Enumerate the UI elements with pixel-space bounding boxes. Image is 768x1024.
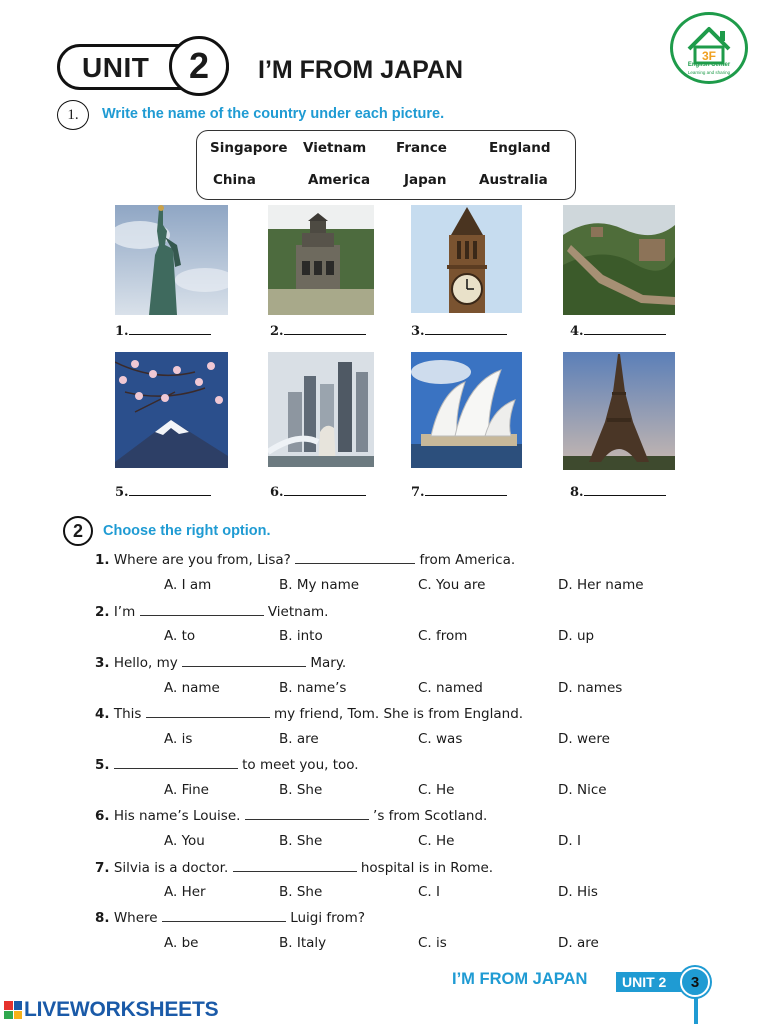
logo-line1: English Center xyxy=(687,62,731,68)
option[interactable]: C. You are xyxy=(418,577,486,593)
sydney-opera-house-photo xyxy=(411,352,522,468)
page-number: 3 xyxy=(680,967,710,997)
picture-7-label: 7. xyxy=(411,483,507,500)
option[interactable]: D. His xyxy=(558,884,598,900)
option[interactable]: D. Nice xyxy=(558,782,607,798)
page-title: I’M FROM JAPAN xyxy=(258,56,464,84)
option[interactable]: C. from xyxy=(418,628,468,644)
question-4: 4. This my friend, Tom. She is from England. xyxy=(95,706,524,722)
question-3: 3. Hello, my Mary. xyxy=(95,655,347,671)
logo-line2: Learning and sharing xyxy=(687,70,731,75)
answer-blank[interactable] xyxy=(233,859,357,872)
option[interactable]: D. up xyxy=(558,628,595,644)
option[interactable]: D. names xyxy=(558,680,623,696)
picture-1-label: 1. xyxy=(115,322,211,339)
question-6: 6. His name’s Louise. ’s from Scotland. xyxy=(95,808,488,824)
great-wall-photo xyxy=(563,205,675,315)
answer-blank[interactable] xyxy=(140,603,264,616)
answer-blank[interactable] xyxy=(295,551,415,564)
option[interactable]: D. were xyxy=(558,731,610,747)
question-2: 2. I’m Vietnam. xyxy=(95,604,329,620)
option[interactable]: A. name xyxy=(164,680,220,696)
option[interactable]: A. be xyxy=(164,935,199,951)
option[interactable]: A. to xyxy=(164,628,196,644)
option[interactable]: A. Her xyxy=(164,884,206,900)
question-8: 8. Where Luigi from? xyxy=(95,910,365,926)
question-7: 7. Silvia is a doctor. hospital is in Rome. xyxy=(95,860,494,876)
mount-fuji-photo xyxy=(115,352,228,468)
unit-word: UNIT xyxy=(82,52,150,83)
picture-5-label: 5. xyxy=(115,483,211,500)
logo-mark: 3F xyxy=(701,49,717,63)
word-bank-item: Vietnam xyxy=(303,140,367,156)
liveworksheets-logo-icon xyxy=(4,1001,22,1019)
question-5: 5. to meet you, too. xyxy=(95,757,359,773)
eiffel-tower-photo xyxy=(563,352,675,470)
liveworksheets-brand[interactable] xyxy=(4,998,218,1022)
section-1-number: 1. xyxy=(57,100,89,130)
option[interactable]: B. My name xyxy=(279,577,360,593)
option[interactable]: C. named xyxy=(418,680,483,696)
footer-divider xyxy=(694,997,698,1024)
option[interactable]: B. name’s xyxy=(279,680,347,696)
big-ben-photo xyxy=(411,205,522,313)
statue-of-liberty-photo xyxy=(115,205,228,315)
answer-blank[interactable] xyxy=(182,654,306,667)
option[interactable]: B. into xyxy=(279,628,323,644)
question-1: 1. Where are you from, Lisa? from America. xyxy=(95,552,516,568)
answer-blank[interactable] xyxy=(114,756,238,769)
picture-4-label: 4. xyxy=(570,322,666,339)
option[interactable]: D. are xyxy=(558,935,599,951)
word-bank-item: France xyxy=(396,140,447,156)
option[interactable]: B. are xyxy=(279,731,319,747)
option[interactable]: C. is xyxy=(418,935,447,951)
footer-title: I’M FROM JAPAN xyxy=(452,970,588,988)
option[interactable]: C. He xyxy=(418,782,455,798)
option[interactable]: B. She xyxy=(279,884,323,900)
option[interactable]: A. is xyxy=(164,731,193,747)
section-1-instruction: Write the name of the country under each picture. xyxy=(102,106,445,122)
picture-3-label: 3. xyxy=(411,322,507,339)
option[interactable]: A. I am xyxy=(164,577,212,593)
word-bank xyxy=(196,130,576,200)
option[interactable]: A. You xyxy=(164,833,205,849)
picture-6-label: 6. xyxy=(270,483,366,500)
picture-2-label: 2. xyxy=(270,322,366,339)
word-bank-item: China xyxy=(213,172,256,188)
option[interactable]: B. Italy xyxy=(279,935,327,951)
option[interactable]: A. Fine xyxy=(164,782,209,798)
section-2-instruction: Choose the right option. xyxy=(103,523,271,539)
word-bank-item: Japan xyxy=(404,172,447,188)
option[interactable]: B. She xyxy=(279,833,323,849)
answer-blank[interactable] xyxy=(146,705,270,718)
answer-blank[interactable] xyxy=(162,909,286,922)
footer-unit-label: UNIT 2 xyxy=(616,972,698,992)
picture-8-label: 8. xyxy=(570,483,666,500)
merlion-singapore-photo xyxy=(268,352,374,467)
section-2-number: 2 xyxy=(63,516,93,546)
option[interactable]: D. I xyxy=(558,833,581,849)
english-center-logo xyxy=(670,12,748,84)
option[interactable]: D. Her name xyxy=(558,577,644,593)
option[interactable]: C. He xyxy=(418,833,455,849)
liveworksheets-text: LIVEWORKSHEETS xyxy=(24,998,219,1021)
hoan-kiem-turtle-tower-photo xyxy=(268,205,374,315)
word-bank-item: England xyxy=(489,140,551,156)
word-bank-item: America xyxy=(308,172,371,188)
option[interactable]: C. was xyxy=(418,731,463,747)
answer-blank[interactable] xyxy=(245,807,369,820)
unit-number: 2 xyxy=(169,36,229,96)
word-bank-item: Singapore xyxy=(210,140,288,156)
option[interactable]: B. She xyxy=(279,782,323,798)
option[interactable]: C. I xyxy=(418,884,440,900)
word-bank-item: Australia xyxy=(479,172,548,188)
